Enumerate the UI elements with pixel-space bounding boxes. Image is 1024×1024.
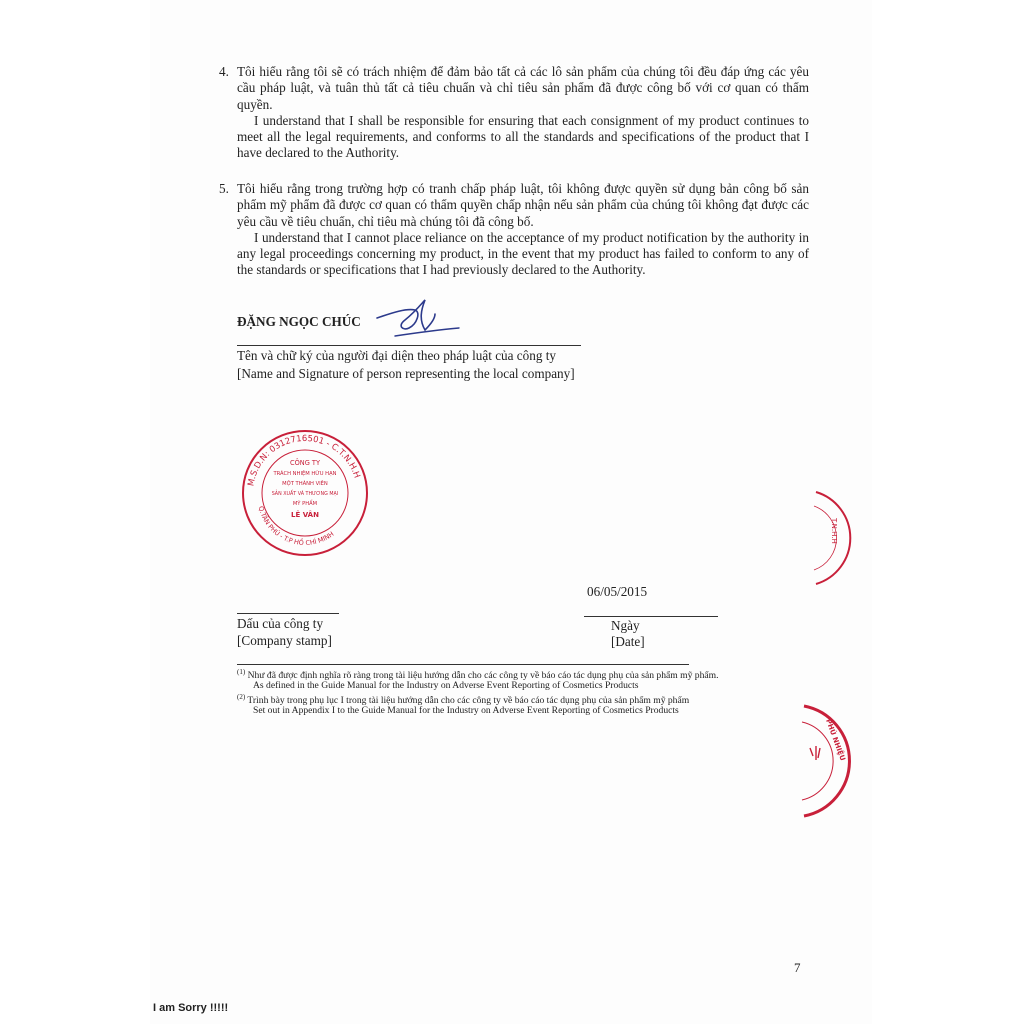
footnote-separator — [237, 664, 689, 665]
date-value: 06/05/2015 — [587, 584, 648, 599]
partial-seal-lower-text: PHÚ NHIỆU — [824, 717, 847, 762]
partial-seal-upper-text: T.N.H.H — [830, 518, 838, 544]
seal-line-4: SẢN XUẤT VÀ THƯƠNG MẠI — [271, 492, 339, 497]
partial-seal-right-upper — [812, 488, 852, 588]
partial-seal-right-lower — [796, 700, 856, 822]
footnote-2-mark: (2) — [237, 693, 246, 701]
footnote-2-en: Set out in Appendix I to the Guide Manual for the Industry on Adverse Event Reporting of Cosmetics Products — [253, 705, 679, 716]
signature-label-en: [Name and Signature of person representing the local company] — [237, 366, 575, 381]
signature-line — [237, 345, 581, 346]
clause-4-english: I understand that I shall be responsible for ensuring that each consignment of my product continues to meet all the legal requirements, and conforms to all the standards and specifications of the product that I have declared to the Authority. — [237, 112, 809, 161]
seal-line-5: MỸ PHẨM — [292, 501, 318, 507]
date-label-vi: Ngày — [611, 618, 640, 633]
handwritten-signature — [375, 296, 465, 346]
page-number: 7 — [794, 960, 801, 975]
clause-5-number: 5. — [219, 181, 229, 196]
company-stamp-label-en: [Company stamp] — [237, 633, 332, 648]
clause-5-english: I understand that I cannot place reliance on the acceptance of my product notification by the authority in any legal proceedings concerning my product, in the event that my product has failed to conform to any of the standards or specifications that I had previously declared to the Authority. — [237, 229, 809, 278]
clause-5-vietnamese: Tôi hiểu rằng trong trường hợp có tranh chấp pháp luật, tôi không được quyền sử dụng bản công bố sản phẩm mỹ phẩm đã được cơ quan có thẩm quyền chấp nhận nếu sản phẩm của chúng tôi không đạt được các yêu cầu về tiêu chuẩn, chỉ tiêu mà chúng tôi đã công bố. — [237, 181, 809, 229]
seal-line-6: LÊ VÂN — [291, 511, 319, 519]
company-seal — [240, 428, 370, 558]
company-stamp-label-vi: Dấu của công ty — [237, 616, 324, 631]
clause-5 — [219, 181, 809, 279]
company-stamp-line — [237, 613, 339, 614]
signatory-name: ĐẶNG NGỌC CHÚC — [237, 314, 361, 329]
clause-4 — [219, 64, 809, 162]
seal-ring-text: M.S.D.N: 0312716501 - C.T.N.H.H — [246, 433, 362, 488]
footnote-1-vi: Như đã được định nghĩa rõ ràng trong tài liệu hướng dẫn cho các công ty về báo cáo tác dụng phụ của sản phẩm mỹ phẩm. — [247, 670, 719, 682]
clause-4-number: 4. — [219, 64, 229, 79]
date-label-en: [Date] — [611, 634, 645, 649]
seal-bottom-text: Q.TÂN PHÚ - T.P HỒ CHÍ MINH — [256, 505, 336, 548]
seal-line-2: TRÁCH NHIỆM HỮU HẠN — [273, 471, 337, 477]
clause-4-vietnamese: Tôi hiểu rằng tôi sẽ có trách nhiệm để đảm bảo tất cả các lô sản phẩm của chúng tôi đều đáp ứng các yêu cầu pháp luật, và tuân thủ tất cả tiêu chuẩn và chỉ tiêu sản phẩm đã được công bố với cơ quan có thẩm quyền. — [237, 64, 809, 112]
footnote-1-mark: (1) — [237, 668, 246, 676]
seal-line-3: MỘT THÀNH VIÊN — [282, 481, 328, 487]
footnote-1-en: As defined in the Guide Manual for the Industry on Adverse Event Reporting of Cosmetics Products — [253, 680, 639, 691]
watermark-caption: I am Sorry !!!!! — [153, 1002, 229, 1014]
seal-line-1: CÔNG TY — [290, 459, 320, 467]
signature-label-vi: Tên và chữ ký của người đại diện theo pháp luật của công ty — [237, 348, 556, 363]
date-line — [584, 616, 718, 617]
footnote-2-vi: Trình bày trong phụ lục I trong tài liệu hướng dẫn cho các công ty về báo cáo tác dụng phụ của sản phẩm mỹ phẩm — [247, 695, 690, 707]
